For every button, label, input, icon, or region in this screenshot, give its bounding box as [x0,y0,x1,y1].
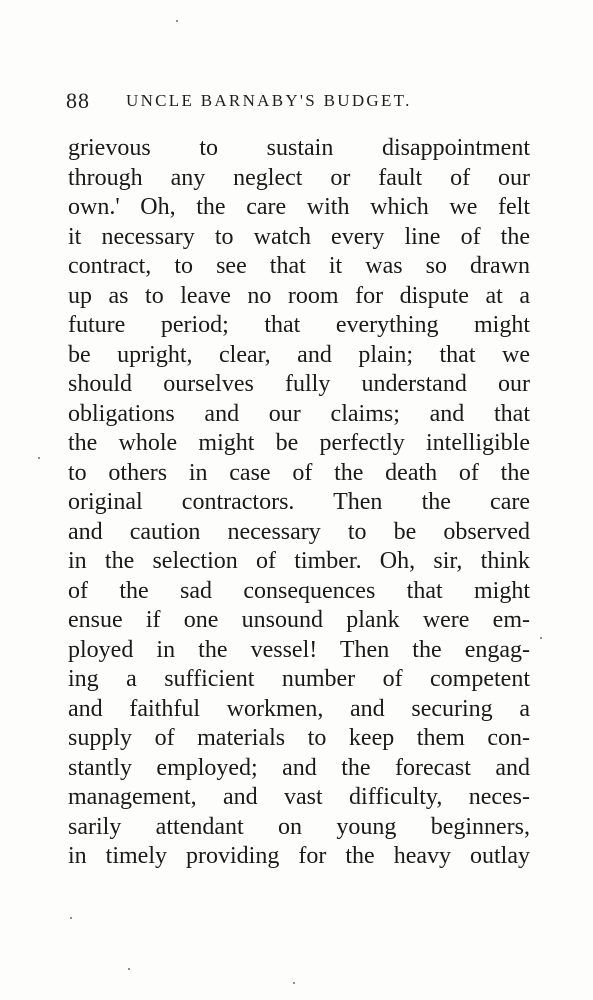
text-line: stantly employed; and the forecast and [68,754,530,781]
text-line: future period; that everything might [68,312,530,338]
paper-speck [70,917,72,919]
text-line: ployed in the vessel! Then the engag- [68,636,530,663]
page-number: 88 [66,88,90,113]
paper-speck [176,20,178,22]
text-line: of the sad consequences that might [68,577,530,604]
text-line: and caution necessary to be observed [68,518,530,545]
text-line: grievous to sustain disappointment [68,135,530,161]
text-line: in timely providing for the heavy outlay [68,843,530,869]
text-line: ing a sufficient number of competent [68,666,530,692]
running-head [66,88,536,116]
paper-speck [38,457,40,459]
text-line: up as to leave no room for dispute at a [68,282,530,309]
text-line: ensue if one unsound plank were em- [68,607,530,633]
paper-speck [128,968,130,970]
text-line: contract, to see that it was so drawn [68,253,530,279]
text-line: should ourselves fully understand our [68,371,530,397]
running-title: UNCLE BARNABY'S BUDGET. [126,91,412,110]
text-line: through any neglect or fault of our [68,164,530,191]
text-line: original contractors. Then the care [68,489,530,515]
body-text [68,134,530,872]
text-line: sarily attendant on young beginners, [68,813,530,840]
text-line: in the selection of timber. Oh, sir, think [68,548,530,574]
paper-speck [293,982,295,984]
text-line: supply of materials to keep them con- [68,725,530,751]
text-line: obligations and our claims; and that [68,400,530,427]
text-line: to others in case of the death of the [68,459,530,486]
text-line: it necessary to watch every line of the [68,223,530,250]
text-line: be upright, clear, and plain; that we [68,341,530,368]
text-line: management, and vast difficulty, neces- [68,784,530,810]
paper-speck [540,637,542,639]
text-line: own.' Oh, the care with which we felt [68,194,530,220]
text-line: and faithful workmen, and securing a [68,695,530,722]
text-line: the whole might be perfectly intelligible [68,430,530,456]
